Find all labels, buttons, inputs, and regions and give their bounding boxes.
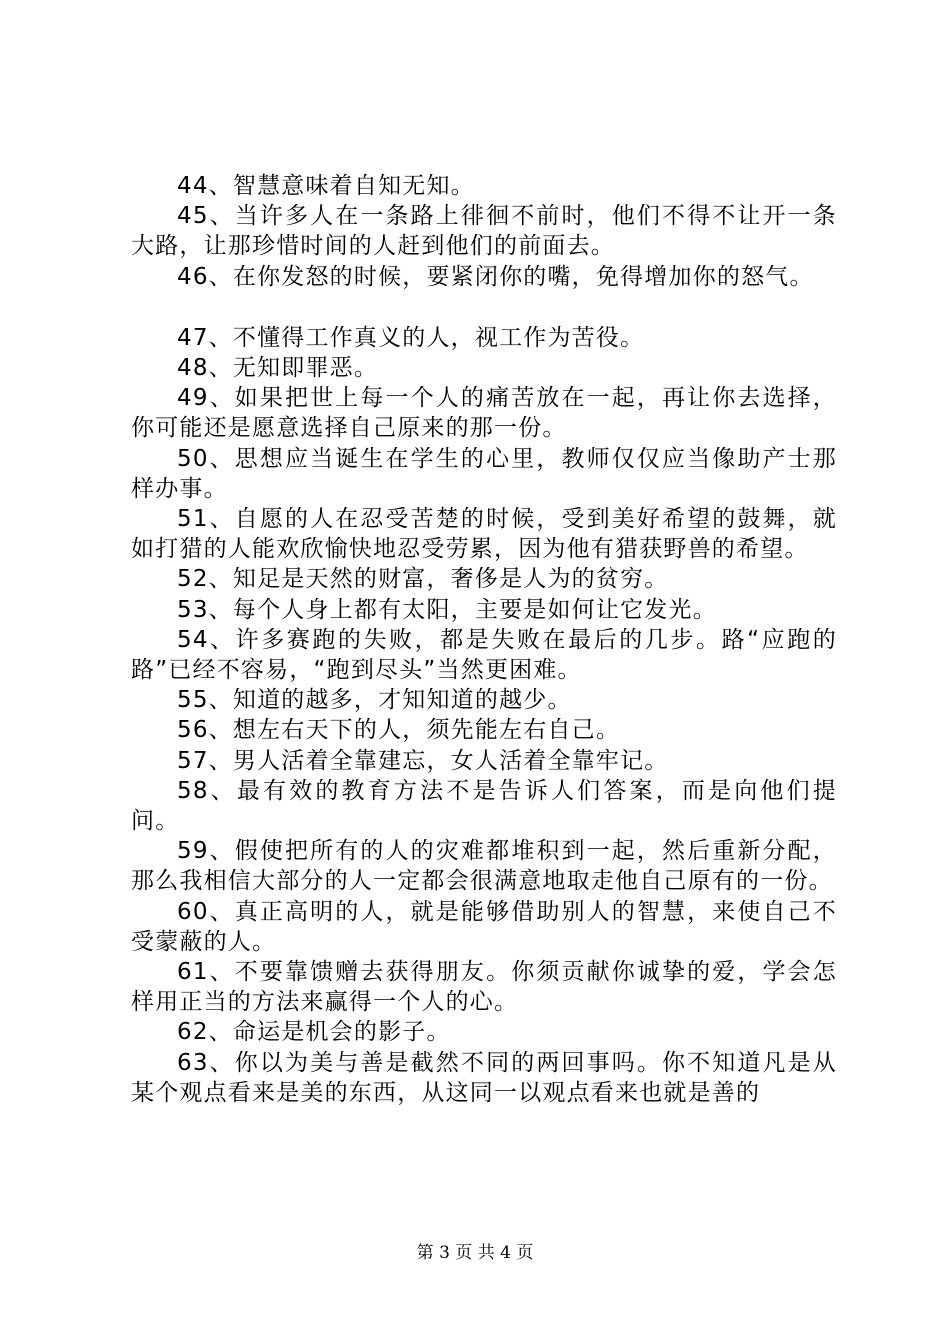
quote-paragraph-47: 47、不懂得工作真义的人，视工作为苦役。: [177, 324, 645, 351]
quote-paragraph-50: 50、思想应当诞生在学生的心里，教师仅仅应当像助产士那样办事。: [131, 445, 837, 502]
quote-paragraph-55: 55、知道的越多，才知知道的越少。: [177, 687, 572, 714]
quote-paragraph-56: 56、想左右天下的人，须先能左右自己。: [177, 717, 621, 744]
quote-paragraph-58: 58、最有效的教育方法不是告诉人们答案，而是向他们提问。: [131, 777, 837, 835]
quote-paragraph-54: 54、许多赛跑的失败，都是失败在最后的几步。路“应跑的路”已经不容易，“跑到尽头”当然更困难。: [131, 626, 837, 684]
quote-paragraph-63: 63、你以为美与善是截然不同的两回事吗。你不知道凡是从某个观点看来是美的东西，从这同一以观点看来也就是善的: [131, 1049, 837, 1106]
quote-paragraph-49: 49、如果把世上每一个人的痛苦放在一起，再让你去选择，你可能还是愿意选择自己原来的那一份。: [131, 385, 837, 442]
document-body: [131, 171, 837, 1108]
quote-paragraph-48: 48、无知即罪恶。: [177, 355, 379, 382]
page-number-footer: 第 3 页 共 4 页: [416, 1243, 534, 1263]
quote-paragraph-60: 60、真正高明的人，就是能够借助别人的智慧，来使自己不受蒙蔽的人。: [131, 898, 837, 955]
quote-paragraph-59: 59、假使把所有的人的灾难都堆积到一起，然后重新分配，那么我相信大部分的人一定都会很满意地取走他自己原有的一份。: [131, 838, 837, 895]
quote-paragraph-46: 46、在你发怒的时候，要紧闭你的嘴，免得增加你的怒气。: [177, 263, 814, 290]
quote-paragraph-45: 45、当许多人在一条路上徘徊不前时，他们不得不让开一条大路，让那珍惜时间的人赶到他们的前面去。: [131, 203, 837, 260]
quote-paragraph-62: 62、命运是机会的影子。: [177, 1019, 451, 1046]
quote-paragraph-53: 53、每个人身上都有太阳，主要是如何让它发光。: [177, 596, 717, 623]
quote-paragraph-44: 44、智慧意味着自知无知。: [177, 173, 475, 199]
quote-paragraph-51: 51、自愿的人在忍受苦楚的时候，受到美好希望的鼓舞，就如打猎的人能欢欣愉快地忍受劳累，因为他有猎获野兽的希望。: [131, 506, 837, 563]
quote-paragraph-52: 52、知足是天然的财富，奢侈是人为的贫穷。: [177, 566, 669, 593]
quote-paragraph-57: 57、男人活着全靠建忘，女人活着全靠牢记。: [177, 747, 669, 774]
quote-paragraph-61: 61、不要靠馈赠去获得朋友。你须贡献你诚挚的爱，学会怎样用正当的方法来赢得一个人的心。: [131, 959, 837, 1016]
